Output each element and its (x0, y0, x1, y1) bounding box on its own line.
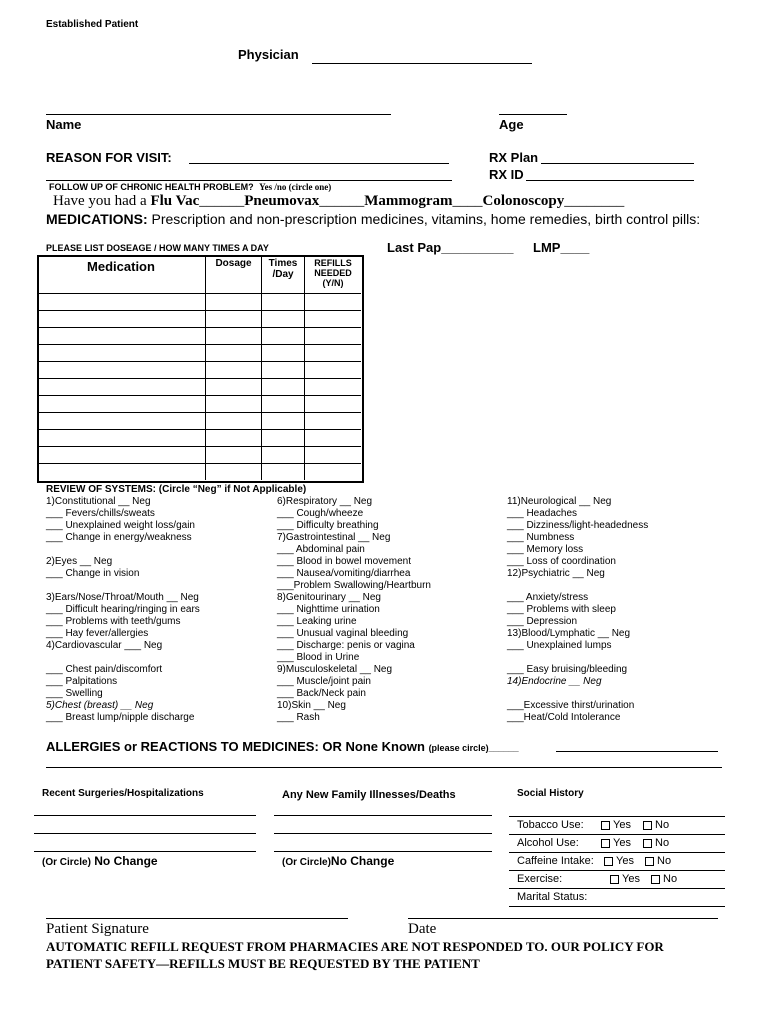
ros-item[interactable]: ___ Unexplained lumps (507, 640, 612, 651)
medication-row[interactable] (37, 361, 361, 378)
family-line-1[interactable] (274, 815, 492, 816)
ros-item[interactable]: ___ Leaking urine (277, 616, 357, 627)
ros-column-1 (46, 496, 200, 724)
ros-spacer (507, 652, 648, 664)
lmp-label: LMP____ (533, 240, 590, 255)
checkbox-icon (610, 875, 619, 884)
medication-row[interactable] (37, 293, 361, 310)
tobacco-no[interactable]: No (643, 817, 669, 834)
ros-item[interactable]: ___ Palpitations (46, 676, 118, 687)
physician-label: Physician (238, 47, 299, 62)
ros-item[interactable]: 11)Neurological __ Neg (507, 496, 612, 507)
medication-table (37, 255, 361, 480)
dosage-header: Dosage (206, 255, 262, 293)
medications-heading: MEDICATIONS: Prescription and non-prescription medicines, vitamins, home remedies, birth control pills: (46, 211, 701, 227)
rx-id-label: RX ID (489, 167, 524, 182)
ros-item[interactable]: 2)Eyes __ Neg (46, 556, 113, 567)
refill-notice-line-2: PATIENT SAFETY—REFILLS MUST BE REQUESTED BY THE PATIENT (46, 956, 480, 971)
ros-item[interactable]: ___ Memory loss (507, 544, 584, 555)
followup-label: FOLLOW UP OF CHRONIC HEALTH PROBLEM? Yes /no (circle one) (49, 182, 332, 192)
alcohol-no[interactable]: No (643, 835, 669, 852)
social-history-table (509, 816, 725, 907)
signature-label: Patient Signature (46, 921, 149, 937)
followup-choice[interactable]: Yes /no (circle one) (259, 182, 332, 192)
ros-item[interactable]: 12)Psychiatric __ Neg (507, 568, 605, 579)
checkbox-icon (651, 875, 660, 884)
ros-column-3 (507, 496, 648, 724)
ros-item[interactable]: 13)Blood/Lymphatic __ Neg (507, 628, 631, 639)
ros-item[interactable]: ___ Numbness (507, 532, 575, 543)
exercise-no[interactable]: No (651, 871, 677, 888)
medication-row[interactable] (37, 344, 361, 361)
family-line-2[interactable] (274, 833, 492, 834)
surgeries-label: Recent Surgeries/Hospitalizations (42, 788, 204, 799)
allergies-field-2[interactable] (46, 767, 722, 768)
alcohol-yes[interactable]: Yes (601, 835, 631, 852)
ros-item[interactable]: ___ Discharge: penis or vagina (277, 640, 415, 651)
name-label: Name (46, 117, 82, 132)
reason-field[interactable] (189, 163, 449, 164)
surgeries-line-2[interactable] (34, 833, 256, 834)
last-pap-label: Last Pap__________ (387, 240, 514, 255)
ros-item[interactable]: ___ Difficulty breathing (277, 520, 379, 531)
rx-id-field[interactable] (526, 180, 694, 181)
ros-item[interactable]: ___ Back/Neck pain (277, 688, 366, 699)
allergies-field[interactable] (556, 751, 718, 752)
ros-item[interactable]: ___ Abdominal pain (277, 544, 365, 555)
checkbox-icon (601, 821, 610, 830)
ros-item[interactable]: ___ Muscle/joint pain (277, 676, 371, 687)
ros-item[interactable]: ___ Anxiety/stress (507, 592, 589, 603)
ros-spacer (507, 688, 648, 700)
surgeries-line-1[interactable] (34, 815, 256, 816)
medication-header: Medication (37, 255, 206, 293)
ros-item[interactable]: ___ Cough/wheeze (277, 508, 364, 519)
ros-spacer (507, 580, 648, 592)
ros-item[interactable]: ___ Nausea/vomiting/diarrhea (277, 568, 411, 579)
allergies-label: ALLERGIES or REACTIONS TO MEDICINES: OR None Known (please circle)______ (46, 739, 519, 754)
ros-item[interactable]: 9)Musculoskeletal __ Neg (277, 664, 393, 675)
ros-item[interactable]: ___ Chest pain/discomfort (46, 664, 163, 675)
exercise-yes[interactable]: Yes (610, 871, 640, 888)
caffeine-yes[interactable]: Yes (604, 853, 634, 870)
physician-field[interactable] (312, 63, 532, 64)
medication-row[interactable] (37, 463, 361, 480)
ros-item[interactable]: 4)Cardiovascular ___ Neg (46, 640, 163, 651)
medication-row[interactable] (37, 310, 361, 327)
ros-item[interactable]: ___ Depression (507, 616, 578, 627)
ros-item[interactable]: ___ Fevers/chills/sweats (46, 508, 155, 519)
tobacco-yes[interactable]: Yes (601, 817, 631, 834)
date-field[interactable] (408, 918, 718, 919)
ros-item[interactable]: 8)Genitourinary __ Neg (277, 592, 381, 603)
ros-spacer (46, 580, 200, 592)
age-label: Age (499, 117, 524, 132)
ros-spacer (46, 544, 200, 556)
age-field[interactable] (499, 114, 567, 115)
ros-item[interactable]: ___ Swelling (46, 688, 103, 699)
ros-item[interactable]: ___ Rash (277, 712, 320, 723)
ros-item[interactable]: ___ Breast lump/nipple discharge (46, 712, 195, 723)
ros-item[interactable]: ___ Problems with teeth/gums (46, 616, 181, 627)
ros-heading: REVIEW OF SYSTEMS: (Circle “Neg” if Not Applicable) (46, 484, 307, 495)
ros-item[interactable]: ___ Difficult hearing/ringing in ears (46, 604, 200, 615)
ros-item[interactable]: ___Heat/Cold Intolerance (507, 712, 621, 723)
refill-notice-line-1: AUTOMATIC REFILL REQUEST FROM PHARMACIES ARE NOT RESPONDED TO. OUR POLICY FOR (46, 939, 664, 954)
ros-item[interactable]: ___ Blood in Urine (277, 652, 360, 663)
ros-item[interactable]: ___ Unusual vaginal bleeding (277, 628, 409, 639)
ros-item[interactable]: ___ Problems with sleep (507, 604, 616, 615)
ros-item[interactable]: ___ Change in vision (46, 568, 140, 579)
ros-item[interactable]: ___ Headaches (507, 508, 578, 519)
family-no-change[interactable]: (Or Circle)No Change (282, 854, 395, 868)
ros-item[interactable]: ___ Hay fever/allergies (46, 628, 149, 639)
ros-item[interactable]: ___Excessive thirst/urination (507, 700, 635, 711)
reason-label: REASON FOR VISIT: (46, 150, 172, 165)
checkbox-icon (643, 839, 652, 848)
signature-field[interactable] (46, 918, 348, 919)
ros-item[interactable]: 5)Chest (breast) __ Neg (46, 700, 154, 711)
times-header: Times /Day (262, 255, 305, 293)
vaccine-question: Have you had a Flu Vac______Pneumovax______Mammogram____Colonoscopy________ (53, 193, 625, 209)
family-line-3[interactable] (274, 851, 492, 852)
name-field[interactable] (46, 114, 391, 115)
ros-item[interactable]: ___ Nighttime urination (277, 604, 380, 615)
refills-header: REFILLS NEEDED (Y/N) (305, 255, 362, 293)
allergies-circle-note[interactable]: (please circle)______ (428, 743, 519, 753)
social-history-label: Social History (517, 788, 584, 799)
date-label: Date (408, 921, 437, 937)
ros-column-2 (277, 496, 431, 724)
medication-row[interactable] (37, 378, 361, 395)
medication-row[interactable] (37, 429, 361, 446)
checkbox-icon (601, 839, 610, 848)
caffeine-row: Caffeine Intake: Yes No (509, 853, 725, 871)
medications-instructions: PLEASE LIST DOSEAGE / HOW MANY TIMES A DAY (46, 243, 269, 253)
medication-row[interactable] (37, 327, 361, 344)
alcohol-row: Alcohol Use: Yes No (509, 835, 725, 853)
ros-item[interactable]: ___ Loss of coordination (507, 556, 616, 567)
rx-plan-label: RX Plan (489, 150, 539, 165)
ros-item[interactable]: ___ Dizziness/light-headedness (507, 520, 649, 531)
rx-plan-field[interactable] (541, 163, 694, 164)
ros-spacer (46, 652, 200, 664)
medication-row[interactable] (37, 412, 361, 429)
exercise-row: Exercise: Yes No (509, 871, 725, 889)
checkbox-icon (645, 857, 654, 866)
checkbox-icon (643, 821, 652, 830)
checkbox-icon (604, 857, 613, 866)
medication-row[interactable] (37, 446, 361, 463)
ros-item[interactable]: ___ Easy bruising/bleeding (507, 664, 628, 675)
medication-row[interactable] (37, 395, 361, 412)
ros-item[interactable]: 7)Gastrointestinal __ Neg (277, 532, 391, 543)
surgeries-no-change[interactable]: (Or Circle) No Change (42, 854, 158, 868)
ros-item[interactable]: 3)Ears/Nose/Throat/Mouth __ Neg (46, 592, 199, 603)
ros-item[interactable]: 1)Constitutional __ Neg (46, 496, 151, 507)
ros-item[interactable]: ___ Unexplained weight loss/gain (46, 520, 195, 531)
family-label: Any New Family Illnesses/Deaths (282, 789, 456, 801)
established-patient-label: Established Patient (46, 19, 139, 30)
ros-item[interactable]: ___ Change in energy/weakness (46, 532, 192, 543)
ros-item[interactable]: ___ Blood in bowel movement (277, 556, 411, 567)
caffeine-no[interactable]: No (645, 853, 671, 870)
reason-field-2[interactable] (46, 180, 452, 181)
ros-item[interactable]: 6)Respiratory __ Neg (277, 496, 373, 507)
marital-row: Marital Status: (509, 889, 725, 907)
tobacco-row: Tobacco Use: Yes No (509, 816, 725, 835)
ros-item[interactable]: 14)Endocrine __ Neg (507, 676, 602, 687)
ros-item[interactable]: ___Problem Swallowing/Heartburn (277, 580, 431, 591)
surgeries-line-3[interactable] (34, 851, 256, 852)
ros-item[interactable]: 10)Skin __ Neg (277, 700, 346, 711)
